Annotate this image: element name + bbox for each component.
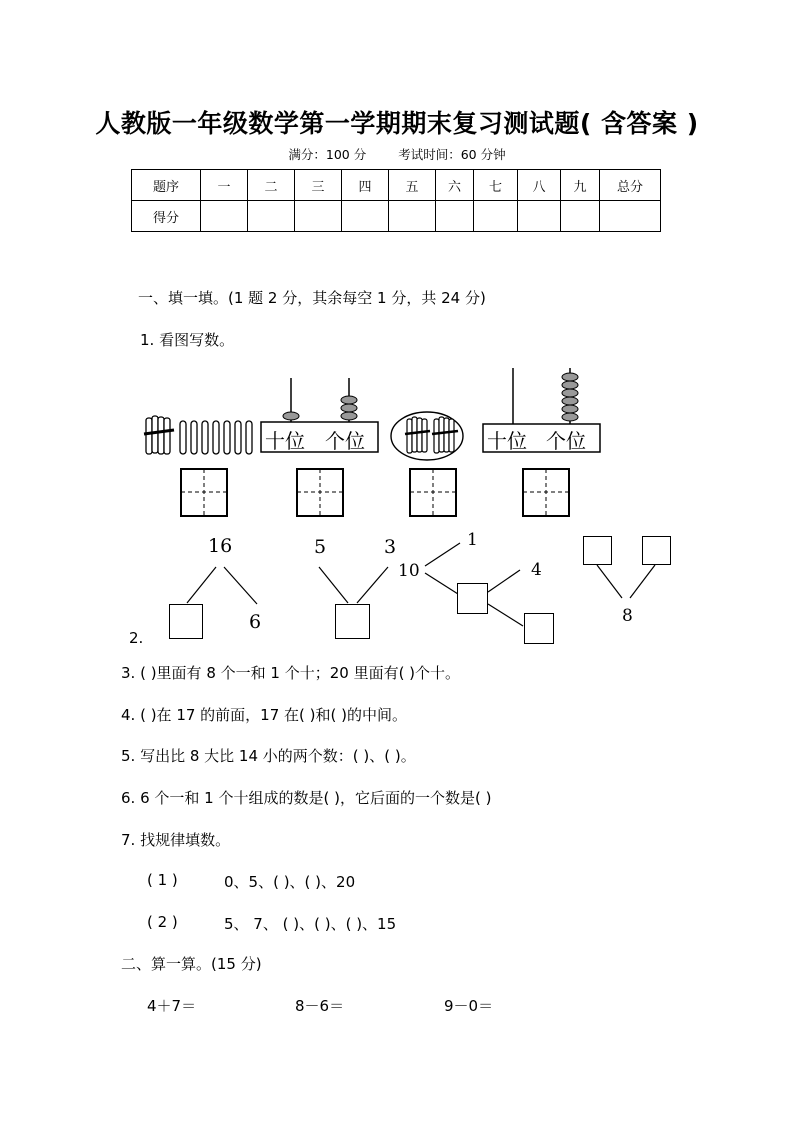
q2-answer-box[interactable] [642, 536, 671, 565]
answer-box-2 [297, 469, 343, 516]
q2-number: 8 [622, 606, 633, 626]
q2-number: 5 [314, 536, 327, 558]
q2-answer-box[interactable] [335, 604, 370, 639]
q4-text: 4. ( )在 17 的前面，17 在( )和( )的中间。 [121, 706, 407, 724]
calc-problem: 9－0＝ [444, 997, 494, 1015]
q2-number: 4 [531, 560, 542, 580]
abacus-2-tens-label: 十位 [487, 429, 527, 453]
q2-answer-box[interactable] [457, 583, 488, 614]
header-cell: 七 [474, 170, 518, 201]
q2-number: 6 [249, 611, 262, 633]
header-cell: 八 [518, 170, 561, 201]
calc-problem: 8－6＝ [295, 997, 345, 1015]
header-cell: 一 [201, 170, 248, 201]
score-cell[interactable] [389, 201, 436, 232]
q7-2-sequence: 5、 7、 ( )、( )、( )、15 [224, 915, 397, 933]
answer-box-4 [523, 469, 569, 516]
q3-text: 3. ( )里面有 8 个一和 1 个十；20 里面有( )个十。 [121, 664, 461, 682]
abacus-1-ones-label: 个位 [325, 429, 365, 453]
header-cell: 三 [295, 170, 342, 201]
score-cell[interactable] [201, 201, 248, 232]
score-cell[interactable] [436, 201, 474, 232]
score-cell[interactable] [248, 201, 295, 232]
section2-heading: 二、算一算。(15 分) [121, 955, 262, 973]
q2-answer-box[interactable] [169, 604, 203, 639]
calc-problem: 4＋7＝ [147, 997, 197, 1015]
q6-text: 6. 6 个一和 1 个十组成的数是( )，它后面的一个数是( ) [121, 789, 492, 807]
header-cell: 题序 [132, 170, 201, 201]
q5-text: 5. 写出比 8 大比 14 小的两个数：( )、( )。 [121, 747, 416, 765]
q2-number: 1 [467, 530, 478, 550]
abacus-1-tens-label: 十位 [265, 429, 305, 453]
header-cell: 六 [436, 170, 474, 201]
score-cell[interactable] [561, 201, 600, 232]
q1-text: 1. 看图写数。 [140, 331, 235, 349]
full-marks: 满分：100 分 [288, 147, 367, 162]
q2-number: 10 [398, 561, 420, 581]
answer-box-3 [410, 469, 456, 516]
q2-label: 2. [129, 629, 144, 647]
q2-number: 3 [384, 536, 397, 558]
row-label: 得分 [132, 201, 201, 232]
score-table [131, 169, 661, 232]
abacus-2-ones-label: 个位 [546, 429, 586, 453]
exam-info [0, 145, 794, 163]
single-sticks-icon [180, 421, 252, 454]
header-cell: 五 [389, 170, 436, 201]
q2-answer-box[interactable] [583, 536, 612, 565]
q2-tree-lines [0, 530, 794, 650]
score-cell[interactable] [342, 201, 389, 232]
answer-box-1 [181, 469, 227, 516]
section1-heading: 一、填一填。(1 题 2 分，其余每空 1 分，共 24 分) [138, 289, 486, 307]
score-cell[interactable] [518, 201, 561, 232]
score-table-score-row [132, 201, 661, 232]
header-cell: 总分 [600, 170, 661, 201]
q2-number: 16 [208, 535, 233, 557]
score-cell[interactable] [295, 201, 342, 232]
page-title: 人教版一年级数学第一学期期末复习测试题( 含答案 ) [95, 109, 699, 138]
q7-1-sequence: 0、5、( )、( )、20 [224, 873, 356, 891]
score-cell[interactable] [474, 201, 518, 232]
header-cell: 二 [248, 170, 295, 201]
score-table-header-row [132, 170, 661, 201]
exam-time: 考试时间：60 分钟 [398, 147, 506, 162]
header-cell: 四 [342, 170, 389, 201]
header-cell: 九 [561, 170, 600, 201]
stick-bundle-icon [144, 416, 174, 454]
score-cell[interactable] [600, 201, 661, 232]
q7-1-label: ( 1 ) [147, 871, 178, 889]
answer-grid-boxes [181, 469, 569, 516]
q2-answer-box[interactable] [524, 613, 554, 644]
q7-text: 7. 找规律填数。 [121, 831, 231, 849]
stick-bundles-oval-icon [391, 412, 463, 460]
q7-2-label: ( 2 ) [147, 913, 178, 931]
q1-figure [0, 360, 794, 525]
